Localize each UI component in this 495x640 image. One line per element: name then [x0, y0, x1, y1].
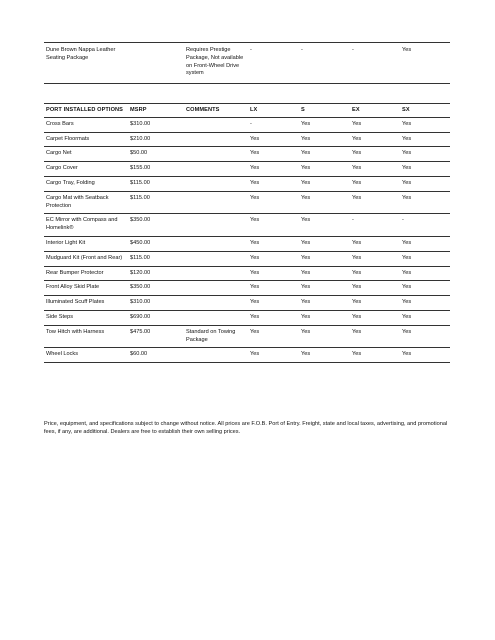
option-ex: Yes	[350, 325, 400, 348]
header-s: S	[299, 104, 350, 118]
option-msrp: $50.00	[128, 147, 184, 162]
option-sx: Yes	[400, 296, 450, 311]
option-s: Yes	[299, 296, 350, 311]
option-comments	[184, 117, 248, 132]
option-ex: Yes	[350, 147, 400, 162]
table-row	[44, 236, 450, 251]
option-ex: Yes	[350, 132, 400, 147]
option-s: Yes	[299, 132, 350, 147]
option-s: Yes	[299, 348, 350, 363]
option-msrp: $115.00	[128, 176, 184, 191]
option-comments	[184, 348, 248, 363]
option-comments	[184, 132, 248, 147]
option-ex: -	[350, 214, 400, 237]
option-msrp: $350.00	[128, 281, 184, 296]
option-name: Dune Brown Nappa Leather Seating Package	[44, 43, 128, 84]
option-sx: Yes	[400, 43, 450, 84]
option-sx: Yes	[400, 266, 450, 281]
option-lx: Yes	[248, 266, 299, 281]
option-msrp: $475.00	[128, 325, 184, 348]
option-s: Yes	[299, 281, 350, 296]
option-sx: Yes	[400, 281, 450, 296]
header-comments: COMMENTS	[184, 104, 248, 118]
option-s: Yes	[299, 214, 350, 237]
option-comments	[184, 176, 248, 191]
header-msrp: MSRP	[128, 104, 184, 118]
option-ex: Yes	[350, 266, 400, 281]
option-sx: Yes	[400, 117, 450, 132]
option-comments: Standard on Towing Package	[184, 325, 248, 348]
option-lx: Yes	[248, 176, 299, 191]
header-lx: LX	[248, 104, 299, 118]
option-lx: Yes	[248, 296, 299, 311]
option-name: Illuminated Scuff Plates	[44, 296, 128, 311]
option-msrp: $155.00	[128, 162, 184, 177]
option-sx: Yes	[400, 176, 450, 191]
option-name: Cargo Tray, Folding	[44, 176, 128, 191]
option-name: Side Steps	[44, 310, 128, 325]
option-ex: Yes	[350, 296, 400, 311]
option-comments	[184, 296, 248, 311]
option-lx: -	[248, 117, 299, 132]
option-comments	[184, 251, 248, 266]
option-s: Yes	[299, 266, 350, 281]
option-ex: -	[350, 43, 400, 84]
option-ex: Yes	[350, 176, 400, 191]
option-name: Cargo Cover	[44, 162, 128, 177]
option-comments: Requires Prestige Package, Not available on Front-Wheel Drive system	[184, 43, 248, 84]
option-sx: Yes	[400, 191, 450, 214]
header-port-installed-options: PORT INSTALLED OPTIONS	[44, 104, 128, 118]
option-s: Yes	[299, 147, 350, 162]
option-lx: Yes	[248, 236, 299, 251]
option-lx: Yes	[248, 132, 299, 147]
option-sx: Yes	[400, 236, 450, 251]
option-lx: Yes	[248, 325, 299, 348]
option-msrp: $310.00	[128, 117, 184, 132]
option-s: Yes	[299, 176, 350, 191]
table-row	[44, 348, 450, 363]
option-lx: Yes	[248, 162, 299, 177]
table-row	[44, 214, 450, 237]
option-name: EC Mirror with Compass and Homelink®	[44, 214, 128, 237]
pricing-disclaimer: Price, equipment, and specifications subject to change without notice. All prices are F.O.B. Port of Entry. Freight, state and local taxes, advertising, and promotional fees, if any, are additional. Dealers are free to establish their own selling prices.	[44, 421, 448, 436]
option-sx: Yes	[400, 147, 450, 162]
table-row	[44, 191, 450, 214]
option-sx: Yes	[400, 132, 450, 147]
table-row	[44, 325, 450, 348]
table-row	[44, 43, 450, 84]
option-sx: Yes	[400, 348, 450, 363]
option-comments	[184, 236, 248, 251]
option-ex: Yes	[350, 117, 400, 132]
option-lx: Yes	[248, 147, 299, 162]
table-row	[44, 296, 450, 311]
option-s: Yes	[299, 191, 350, 214]
option-ex: Yes	[350, 281, 400, 296]
header-sx: SX	[400, 104, 450, 118]
option-name: Wheel Locks	[44, 348, 128, 363]
option-sx: Yes	[400, 162, 450, 177]
option-ex: Yes	[350, 251, 400, 266]
option-sx: Yes	[400, 251, 450, 266]
option-comments	[184, 266, 248, 281]
option-sx: -	[400, 214, 450, 237]
option-name: Cargo Net	[44, 147, 128, 162]
option-name: Cross Bars	[44, 117, 128, 132]
option-lx: Yes	[248, 191, 299, 214]
option-lx: -	[248, 43, 299, 84]
packages-table	[44, 42, 450, 84]
option-name: Carpet Floormats	[44, 132, 128, 147]
option-comments	[184, 147, 248, 162]
option-msrp: $210.00	[128, 132, 184, 147]
option-name: Rear Bumper Protector	[44, 266, 128, 281]
option-msrp: $115.00	[128, 191, 184, 214]
table-row	[44, 251, 450, 266]
option-name: Tow Hitch with Harness	[44, 325, 128, 348]
option-lx: Yes	[248, 348, 299, 363]
table-row	[44, 266, 450, 281]
option-name: Mudguard Kit (Front and Rear)	[44, 251, 128, 266]
table-row	[44, 281, 450, 296]
option-lx: Yes	[248, 214, 299, 237]
header-ex: EX	[350, 104, 400, 118]
port-installed-options-table	[44, 103, 450, 363]
option-comments	[184, 162, 248, 177]
option-name: Interior Light Kit	[44, 236, 128, 251]
option-comments	[184, 191, 248, 214]
option-lx: Yes	[248, 310, 299, 325]
option-msrp: $60.00	[128, 348, 184, 363]
table-row	[44, 176, 450, 191]
option-msrp: $120.00	[128, 266, 184, 281]
option-name: Front Alloy Skid Plate	[44, 281, 128, 296]
option-msrp: $450.00	[128, 236, 184, 251]
option-comments	[184, 214, 248, 237]
option-comments	[184, 310, 248, 325]
option-msrp: $310.00	[128, 296, 184, 311]
table-row	[44, 117, 450, 132]
option-s: Yes	[299, 236, 350, 251]
option-s: Yes	[299, 251, 350, 266]
option-s: Yes	[299, 310, 350, 325]
table-row	[44, 310, 450, 325]
option-msrp	[128, 43, 184, 84]
options-table-body	[44, 117, 450, 362]
option-sx: Yes	[400, 325, 450, 348]
table-row	[44, 147, 450, 162]
option-ex: Yes	[350, 162, 400, 177]
table-row	[44, 162, 450, 177]
option-lx: Yes	[248, 281, 299, 296]
option-msrp: $350.00	[128, 214, 184, 237]
option-s: Yes	[299, 162, 350, 177]
option-name: Cargo Mat with Seatback Protection	[44, 191, 128, 214]
option-s: Yes	[299, 117, 350, 132]
table-row	[44, 132, 450, 147]
option-msrp: $690.00	[128, 310, 184, 325]
option-s: Yes	[299, 325, 350, 348]
option-msrp: $115.00	[128, 251, 184, 266]
option-comments	[184, 281, 248, 296]
option-ex: Yes	[350, 310, 400, 325]
option-ex: Yes	[350, 191, 400, 214]
table-header-row	[44, 104, 450, 118]
option-sx: Yes	[400, 310, 450, 325]
option-s: -	[299, 43, 350, 84]
option-ex: Yes	[350, 236, 400, 251]
option-lx: Yes	[248, 251, 299, 266]
option-ex: Yes	[350, 348, 400, 363]
